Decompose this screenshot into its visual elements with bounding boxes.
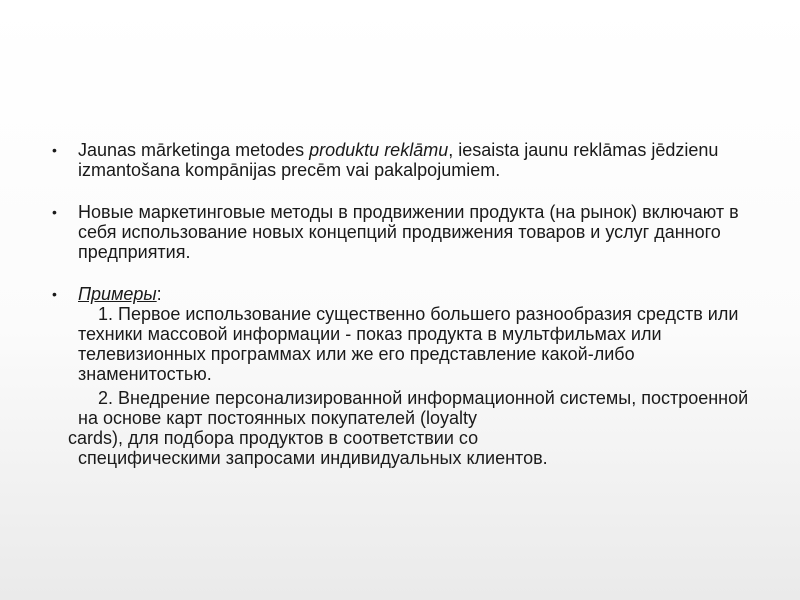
- example-item-1: [48, 304, 768, 384]
- examples-colon: :: [156, 284, 162, 304]
- slide-body: [48, 140, 768, 468]
- bullet-mark: •: [52, 286, 57, 302]
- examples-heading: Примеры: [78, 284, 157, 304]
- bullet-mark: •: [52, 204, 57, 220]
- bullet-latvian-italic: produktu reklāmu: [309, 140, 449, 160]
- example-item-2-line-b: [48, 428, 768, 448]
- bullet-examples: [48, 284, 768, 304]
- bullet-latvian: [48, 140, 768, 180]
- example-item-2-text-a: 2. Внедрение персонализированной информационной системы, построенной на основе карт постоянных покупателей (loyalty: [78, 388, 749, 428]
- example-item-1-text: 1. Первое использование существенно большего разнообразия средств или техники массовой информации - показ продукта в мультфильмах или телевизионных программах или же его представление какой-либо знаменитостью.: [78, 304, 739, 384]
- example-item-2-text-c: специфическими запросами индивидуальных клиентов.: [78, 448, 548, 468]
- example-item-2-text-b: cards), для подбора продуктов в соответствии со: [68, 428, 479, 448]
- bullet-latvian-text-end: , iesaista jaunu reklāmas jēdzienu izmantošana kompānijas precēm vai pakalpojumiem.: [78, 140, 719, 180]
- example-item-2-line-c: [48, 448, 768, 468]
- example-item-2: [48, 388, 768, 428]
- bullet-russian: [48, 202, 768, 262]
- bullet-latvian-text-start: Jaunas mārketinga metodes: [78, 140, 310, 160]
- bullet-mark: •: [52, 142, 57, 158]
- bullet-russian-text: Новые маркетинговые методы в продвижении продукта (на рынок) включают в себя использование новых концепций продвижения товаров и услуг данного предприятия.: [78, 202, 739, 262]
